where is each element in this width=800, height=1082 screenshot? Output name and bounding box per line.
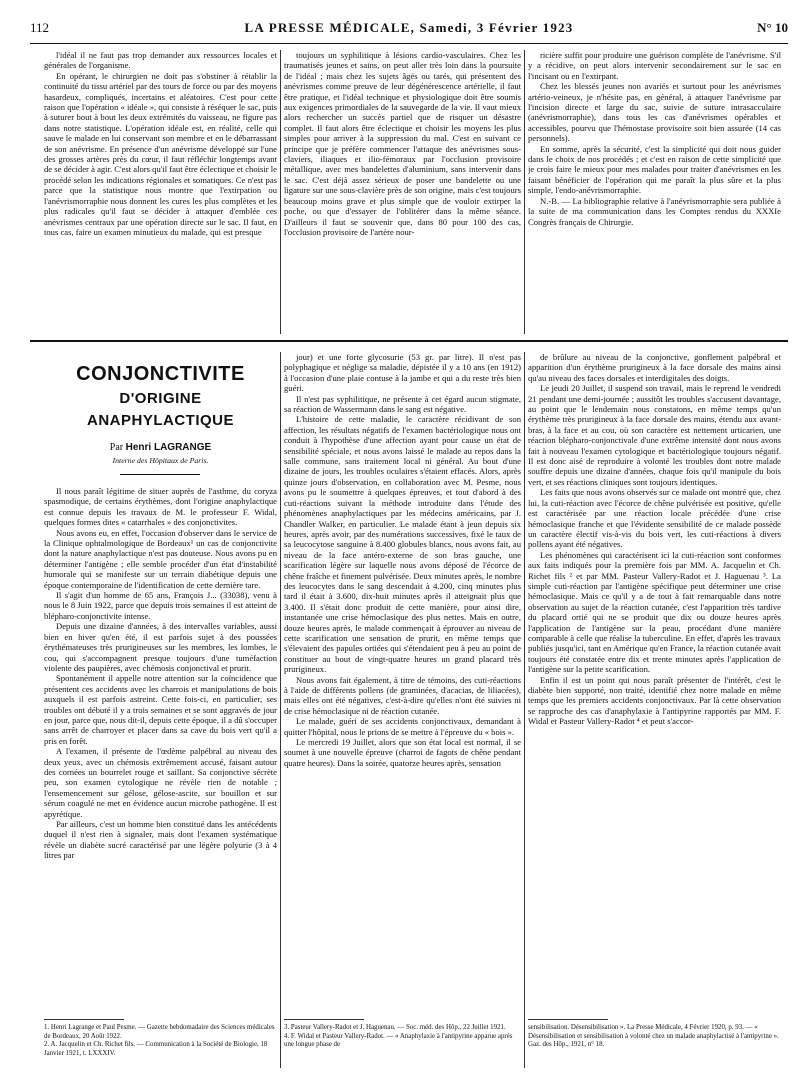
body-column-2	[284, 352, 521, 1018]
column-divider	[280, 50, 281, 334]
paragraph: L'histoire de cette maladie, le caractère récidivant de son affection, les résultats négatifs de l'examen bactériologique nous ont conduit à l'hypothèse d'une affection ayant pour cause un état de sensibilité spéciale, et nous avons laissé le malade au repos dans la salle commune, sans traitement local ni général. Au bout d'une dizaine de jours, les troubles oculaires s'étaient effacés. Alors, après quinze jours d'observation, en collaboration avec M. Pesme, nous avons pu le soumettre à quelques épreuves, et tout d'abord à des cuti-réactions suivant la méthode introduite dans l'étude des phénomènes anaphylactiques par les médecins américains, par J. Chandler Walker, en particulier. Le malade étant à jeun depuis six heures, après avoir, par des numérations successives, fixé le taux de sa leucocytose sanguine à 8.400 globules blancs, nous avons fait, au niveau de la face antéro-externe de son bras gauche, une scarification légère sur laquelle nous avons déposé de l'écorce de chêne fraîche et finement pulvérisée. Deux minutes après, le nombre des leucocytes dans le sang descendait à 4.200, cinq minutes plus tard il était à 3.600, dix-huit minutes après il atteignait plus que 3.400. Il s'était donc produit de cette manière, pour ainsi dire, instantanée une crise hémoclasique des plus nettes. Mais en outre, douze heures après, le malade commençait à éprouver au niveau de cette scarification une sensation de prurit, en même temps que s'élevaient des papules ortiées qui s'étendaient peu à peu au point de constituer au bout de vingt-quatre heures un grand placard très prurigineux.	[284, 414, 521, 675]
paragraph: Enfin il est un point qui nous paraît présenter de l'intérêt, c'est le diabète bien supporté, non traité, identifié chez notre malade en même temps que les premiers accidents conjonctivaux. Par là cette observation se rapproche des cas d'anaphylaxie à l'antipyrine rapportés par MM. F. Widal et Pasteur Vallery-Radot ⁴ et peut s'accor-	[528, 674, 781, 727]
paragraph: Le malade, guéri de ses accidents conjonctivaux, demandant à quitter l'hôpital, nous le prions de se mettre à l'épreuve du « bois ».	[284, 716, 521, 737]
title-rule	[120, 474, 200, 475]
paragraph: En opérant, le chirurgien ne doit pas s'obstiner à rétablir la continuité du tissu artériel par des tours de force ou par des moyens hasardeux, compliqués, incertains et aléatoires. C'est pour cette raison que l'opération « idéale », qui consiste à réséquer le sac, puis à suturer bout à bout les deux extrémités du vaisseau, ne figure pas dans notre statistique. L'opération idéale est, en réalité, celle qui sauve le malade en lui conservant son membre et en le débarrassant de son anévrisme. En présence d'un anévrisme développé sur l'une des grosses artères près du cœur, il faut réfléchir longtemps avant de se décider à agir. C'est alors qu'il faut être éclectique et choisir le procédé selon les indications régionales et somatiques. Ce n'est pas parce que la statistique nous montre que l'extirpation ou l'anévrismorraphie nous donnent les cures les plus complètes et les plus radicales qu'il faut se décider à attaquer d'emblée ces anévrismes centraux par une opération directe sur le sac. Il faut, en tous cas, faire un examen minutieux du malade, qui est presque	[44, 70, 277, 237]
paragraph: Depuis une dizaine d'années, à des intervalles variables, aussi bien en hiver qu'en été, il est parfois sujet à des poussées érythémateuses très prurigineuses sur les membres, les lombes, le cou, qui s'accompagnent presque toujours d'une tuméfaction violente des paupières, avec chémosis conjonctival et prurit.	[44, 621, 277, 673]
paragraph: Par ailleurs, c'est un homme bien constitué dans les antécédents duquel il n'est rien à signaler, mais dont l'examen systématique révèle un diabète sucré caractérisé par une légère polyurie (3 à 4 litres par	[44, 819, 277, 861]
footnote: 2. A. Jacquelin et Ch. Richet fils. — Communication à la Société de Biologie, 18 Janvier 1921, t. LXXXIV.	[44, 1041, 268, 1057]
paragraph: Spontanément il appelle notre attention sur la coïncidence que présentent ces accidents avec les charrois et manipulations de bois auxquels il est parfois astreint. Cette fois-ci, en particulier, ses troubles ont débuté il y a trois semaines et se sont aggravés de jour en jour, parce que, nous dit-il, depuis cette époque, il a dû s'occuper sans arrêt de charroyer et placer dans sa cave du bois vert qu'il a pris en forêt.	[44, 673, 277, 746]
paragraph: jour) et une forte glycosurie (53 gr. par litre). Il n'est pas polyphagique et néglige sa maladie, dépistée il y a 10 ans (en 1912) à l'occasion d'une plaie contuse à la jambe et qui a du reste très bien guéri.	[284, 352, 521, 394]
article-title-line2: D'ORIGINE ANAPHYLACTIQUE	[86, 390, 234, 429]
paragraph: ricière suffit pour produire une guérison complète de l'anévrisme. S'il y a récidive, on peut alors intervenir secondairement sur le sac en l'incisant ou en l'extirpant.	[528, 50, 781, 81]
footnotes-column-1	[44, 1024, 277, 1068]
footnotes-column-3	[528, 1024, 781, 1068]
paragraph: Il n'est pas syphilitique, ne présente à cet égard aucun stigmate, sa réaction de Wassermann dans le sang est négative.	[284, 393, 521, 415]
paragraph: A l'examen, il présente de l'œdème palpébral au niveau des deux yeux, avec un chémosis extrêmement accusé, faisant autour des cornées un bourrelet rouge et saillant. Sa conjonctive sécrète peu, son examen cytologique ne révèle rien de notable ; l'ensemencement sur gélose, gélose-ascite, sur bouillon et sur sérum coagulé ne met en évidence aucun microbe pathogène. Il est apyrétique.	[44, 746, 277, 819]
paragraph: Il nous paraît légitime de situer auprès de l'asthme, du coryza spasmodique, de certains érythèmes, dont l'origine anaphylactique est connue depuis les travaux de M. le professeur F. Widal, quelques formes dites « catarrhales » des conjonctivites.	[44, 486, 277, 528]
footnote-rule	[284, 1019, 364, 1020]
column-divider	[524, 50, 525, 334]
issue-number: N° 10	[757, 20, 788, 35]
footnotes-column-2	[284, 1024, 521, 1068]
column-divider	[524, 352, 525, 1068]
paragraph: Les faits que nous avons observés sur ce malade ont montré que, chez lui, la cuti-réaction avec l'écorce de chêne pulvérisée est positive, qu'elle est caractérisée par une réaction locale précédée d'une crise hémoclasique franche et que l'évidente sensibilité de ce malade possède un caractère électif vis-à-vis du bois vert, les cuti-réactions à divers pollens ayant été négatives.	[528, 487, 781, 550]
paragraph: Chez les blessés jeunes non avariés et surtout pour les anévrismes artério-veineux, je n'hésite pas, en général, à attaquer l'anévrisme par l'incision directe et large du sac, suivie de suture intrasacculaire (anévrismorraphie), dans tous les cas d'anévrismes opérables et accessibles, pourvu que l'hémostase provisoire soit bien assurée (14 cas personnels).	[528, 81, 781, 144]
paragraph: Le mercredi 19 Juillet, alors que son état local est normal, il se soumet à une nouvelle épreuve (charroi de fagots de chêne pendant quatre heures). Dans la soirée, quatorze heures après, sensation	[284, 737, 521, 768]
top-column-2	[284, 50, 521, 334]
paragraph: Il s'agit d'un homme de 65 ans, François J... (33038), venu à nous le 8 Juin 1922, parce que depuis trois semaines il est atteint de blépharo-conjonctivite intense.	[44, 590, 277, 621]
footnote: 4. F. Widal et Pasteur Vallery-Radot. — « Anaphylaxie à l'antipyrine apparue après une longue phase de	[284, 1032, 513, 1049]
column-divider	[280, 352, 281, 1068]
body-column-3	[528, 352, 781, 1018]
footnote: 1. Henri Lagrange et Paul Pesme. — Gazette hebdomadaire des Sciences médicales de Bordeaux, 20 Août 1922.	[44, 1024, 275, 1040]
footnote: sensibilisation. Désensibilisation ». La Presse Médicale, 4 Février 1920, p. 93. — « Désensibilisation et sensibilisation à volonté chez un malade anaphylactisé à l'antipyrine ». Gaz. des Hôp., 1921, n° 18.	[528, 1024, 779, 1049]
footnote-rule	[44, 1019, 124, 1020]
paragraph: de brûlure au niveau de la conjonctive, gonflement palpébral et apparition d'un érythème prurigineux à la face dorsale des mains ainsi qu'au niveau des faces dorsales et interdigitales des doigts.	[528, 352, 781, 383]
top-column-3	[528, 50, 781, 334]
paragraph: l'idéal il ne faut pas trop demander aux ressources locales et générales de l'organisme.	[44, 50, 277, 71]
page-header	[30, 16, 788, 44]
paragraph: En somme, après la sécurité, c'est la simplicité qui doit nous guider dans le choix de nos procédés ; et c'est en raison de cette simplicité que je crois faire le mieux pour mes malades pour traiter d'anévrismes en les faisant bénéficier de l'opération qui me paraît la plus sûre et la plus simple, l'endo-anévrismorraphie.	[528, 143, 781, 196]
author-affiliation: Interne des Hôpitaux de Paris.	[112, 456, 209, 465]
footnote-rule	[528, 1019, 608, 1020]
body-column-1	[44, 486, 277, 1018]
article-heading	[44, 362, 277, 465]
paragraph: Nous avons eu, en effet, l'occasion d'observer dans le service de la Clinique ophtalmologique de Bordeaux¹ un cas de conjonctivite dont la nature anaphylactique n'est pas douteuse. Nous avons pu en déterminer l'antigène ; elle semble procéder d'un état d'instabilité humorale qui se manifeste sur un terrain diabétique depuis une époque contemporaine de l'identification de cette dernière tare.	[44, 527, 277, 590]
article-author: Par Henri LAGRANGE	[109, 442, 212, 453]
section-divider	[30, 340, 788, 342]
paragraph: N.-B. — La bibliographie relative à l'anévrismorraphie sera publiée à la suite de ma communication dans les Comptes rendus du XXXIe Congrès français de Chirurgie.	[528, 195, 781, 227]
journal-title: LA PRESSE MÉDICALE, Samedi, 3 Février 1923	[244, 20, 574, 35]
top-column-1	[44, 50, 277, 334]
paragraph: toujours un syphilitique à lésions cardio-vasculaires. Chez les traumatisés jeunes et sains, on peut aller très loin dans la poursuite de l'idéal ; mais chez les sujets âgés ou tarés, qui présentent des anévrismes comme preuve de leur dégénérescence artérielle, il faut être pratique, et l'idéal technique et physiologique doit être soumis aux exigences primordiales de la sauvegarde de la vie. Il vaut mieux alors rechercher un succès partiel que de risquer un désastre complet. Il faut alors être éclectique et choisir les moyens les plus simples pour arriver à la suppression du mal. C'est en suivant ce principe que je préfère commencer l'attaque des anévrismes sous-claviers, iliaques et ilio-fémoraux par l'occlusion provisoire métallique, avec mes bandelettes d'aluminium, sans intervenir dans le sac. C'est déjà assez sérieux de poser une bandelette ou une ligature sur une sous-clavière près de son origine, mais c'est toujours beaucoup moins grave et plus simple que de vouloir extirper la poche, ou que d'essayer de l'oblitérer dans la même séance. D'ailleurs il faut se souvenir que, dans 80 pour 100 des cas, l'occlusion provisoire de l'artère nour-	[284, 50, 521, 237]
article-title-line1: CONJONCTIVITE	[76, 363, 245, 385]
page-number: 112	[30, 20, 50, 35]
paragraph: Le jeudi 20 Juillet, il suspend son travail, mais le reprend le vendredi 21 pendant une demi-journée ; aussitôt les troubles s'accusent davantage, au point que le lendemain nous constatons, en même temps qu'un érythème très prurigineux à la face dorsale des mains, étendu aux avant-bras, à la face et au cou, où son caractère est nettement urticarien, une réaction blépharo-conjonctivale d'une extrême intensité dont nous avons fait à nouveau l'examen cytologique et bactériologique toujours négatif. Il est donc aisé de reproduire à volonté les troubles dont notre malade souffre depuis une dizaine d'années, chaque fois qu'il manipule du bois vert, et ses réactions cliniques sont toujours identiques.	[528, 383, 781, 487]
footnote: 3. Pasteur Vallery-Radot et J. Haguenau. — Soc. méd. des Hôp., 22 Juillet 1921.	[284, 1024, 506, 1031]
paragraph: Nous avons fait également, à titre de témoins, des cuti-réactions à l'aide de différents pollens (de graminées, d'acacias, de liliacées), mais elles ont été négatives, c'est-à-dire qu'elles n'ont été suivies ni de crise hémoclasique ni de réaction cutanée.	[284, 674, 521, 716]
paragraph: Les phénomènes qui caractérisent ici la cuti-réaction sont conformes aux faits indiqués pour la première fois par MM. A. Jacquelin et Ch. Richet fils ² et par MM. Pasteur Vallery-Radot et J. Haguenau ³. La simple cuti-réaction par l'antigène spécifique peut déterminer une crise hémoclasique. Mais ce qu'il y a de tout à fait remarquable dans notre observation au sujet de la réaction cutanée, c'est l'apparition très tardive du placard ortié qui ne se produit que dix ou douze heures après l'application de l'antigène sur la peau, procédant d'une manière comparable à celle que réalise la tuberculine. En effet, d'après les travaux publiés jusqu'ici, tant en Amérique qu'en France, la réaction cutanée avait toujours été constatée entre dix et trente minutes après l'application de l'antigène sur la petite scarification.	[528, 549, 781, 675]
